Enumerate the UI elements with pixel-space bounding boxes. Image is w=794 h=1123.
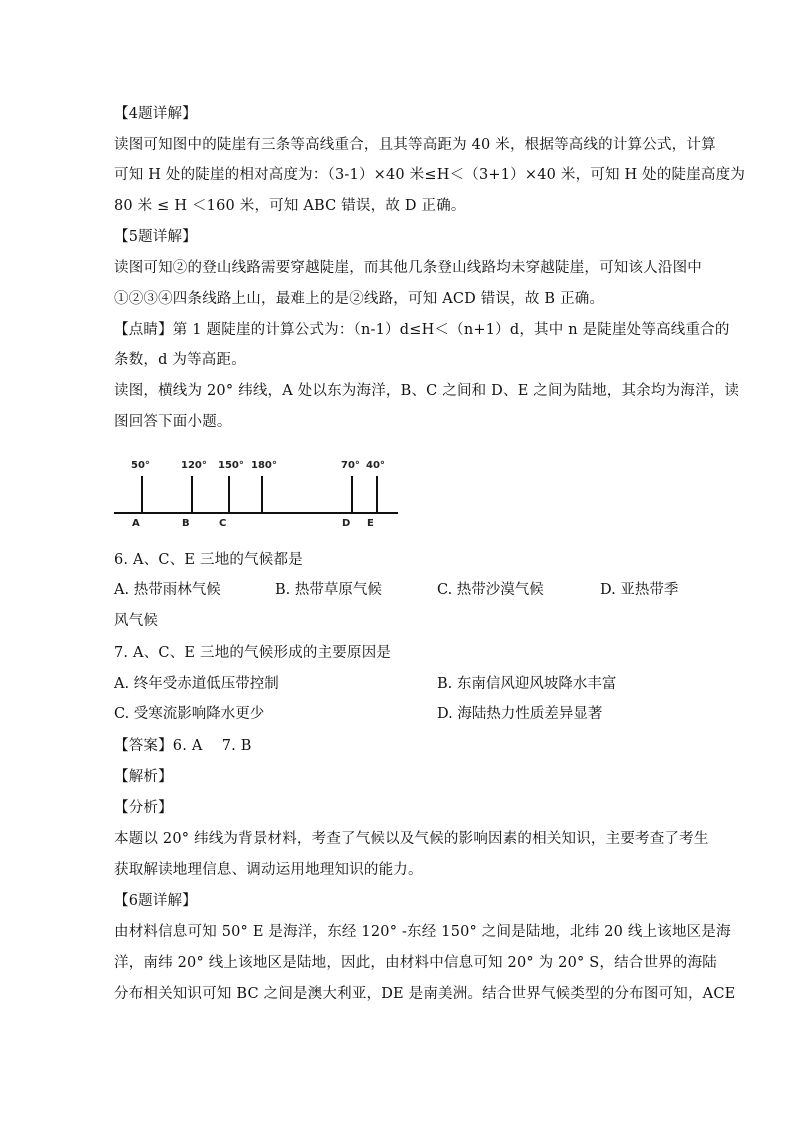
tip-line-2: 条数，d 为等高距。 [114, 352, 246, 368]
q6-option-b: B. 热带草原气候 [275, 582, 382, 598]
latitude-line-figure [112, 452, 402, 532]
q4-line-2: 可知 H 处的陡崖的相对高度为：（3-1）×40 米≤H＜（3+1）×40 米，可知 H 处的陡崖高度为 [114, 167, 746, 183]
q6-option-d-wrap: 风气候 [114, 613, 159, 629]
q4-heading: 【4题详解】 [114, 106, 197, 122]
fenxi-heading: 【分析】 [114, 800, 173, 816]
fenxi-line-2: 获取解读地理信息、调动运用地理知识的能力。 [114, 862, 423, 878]
point-label-a: A [132, 518, 140, 529]
q6-option-a: A. 热带雨林气候 [114, 582, 221, 598]
q7-option-d: D. 海陆热力性质差异显著 [437, 706, 603, 722]
tick-label-5: 40° [366, 460, 385, 471]
q6-detail-heading: 【6题详解】 [114, 893, 197, 909]
tick-label-0: 50° [131, 460, 150, 471]
point-label-e: E [367, 518, 374, 529]
tick-label-1: 120° [181, 460, 207, 471]
tick-label-2: 150° [218, 460, 244, 471]
tick-label-3: 180° [251, 460, 277, 471]
q7-option-c: C. 受寒流影响降水更少 [114, 706, 265, 722]
q6-detail-line-1: 由材料信息可知 50° E 是海洋，东经 120° -东经 150° 之间是陆地，北纬 20 线上该地区是海 [114, 924, 731, 940]
point-label-b: B [182, 518, 190, 529]
q7-stem: 7. A、C、E 三地的气候形成的主要原因是 [114, 645, 392, 661]
q6-detail-line-2: 洋，南纬 20° 线上该地区是陆地，因此，由材料中信息可知 20° 为 20° S，结合世界的海陆 [114, 955, 717, 971]
q5-line-1: 读图可知②的登山线路需要穿越陡崖，而其他几条登山线路均未穿越陡崖，可知该人沿图中 [114, 260, 702, 276]
q6-stem: 6. A、C、E 三地的气候都是 [114, 552, 303, 568]
analysis-heading: 【解析】 [114, 769, 173, 785]
q5-line-2: ①②③④四条线路上山，最难上的是②线路，可知 ACD 错误，故 B 正确。 [114, 291, 605, 307]
q7-option-b: B. 东南信风迎风坡降水丰富 [437, 676, 617, 692]
point-label-c: C [219, 518, 227, 529]
q4-line-1: 读图可知图中的陡崖有三条等高线重合，且其等高距为 40 米，根据等高线的计算公式，计算 [114, 137, 716, 153]
fenxi-line-1: 本题以 20° 纬线为背景材料，考查了气候以及气候的影响因素的相关知识，主要考查了考生 [114, 831, 709, 847]
q6-option-c: C. 热带沙漠气候 [437, 582, 544, 598]
tick-label-4: 70° [341, 460, 360, 471]
intro-line-1: 读图，横线为 20° 纬线，A 处以东为海洋，B、C 之间和 D、E 之间为陆地，其余均为海洋，读 [114, 383, 740, 399]
answer-line: 【答案】6. A 7. B [114, 738, 252, 754]
q6-option-d: D. 亚热带季 [600, 582, 679, 598]
q6-detail-line-3: 分布相关知识可知 BC 之间是澳大利亚，DE 是南美洲。结合世界气候类型的分布图可知，ACE [114, 986, 736, 1002]
tip-line-1: 【点睛】第 1 题陡崖的计算公式为：（n-1）d≤H＜（n+1）d，其中 n 是陡崖处等高线重合的 [114, 322, 730, 338]
intro-line-2: 图回答下面小题。 [114, 414, 232, 430]
q4-line-3: 80 米 ≤ H ＜160 米，可知 ABC 错误，故 D 正确。 [114, 198, 466, 214]
point-label-d: D [342, 518, 351, 529]
q7-option-a: A. 终年受赤道低压带控制 [114, 676, 279, 692]
q5-heading: 【5题详解】 [114, 229, 197, 245]
